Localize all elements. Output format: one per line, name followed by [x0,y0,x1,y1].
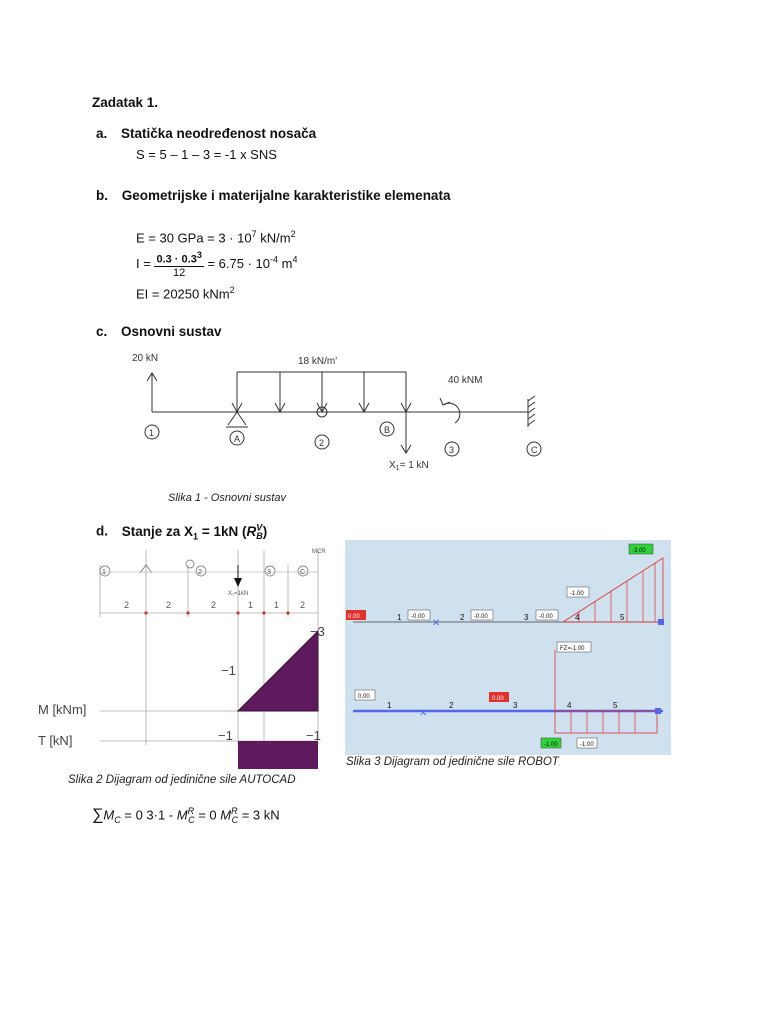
m-min-label: −3 [310,624,325,639]
robot-tag-3-text: -0.00 [539,614,553,620]
robot-btag-3-text: -1.00 [544,742,558,748]
figure-2-caption: Slika 2 Dijagram od jedinične sile AUTOCAD [68,774,296,786]
section-b-title: Geometrijske i materijalne karakteristike elemenata [121,188,451,203]
dim-1: 2 [124,600,130,610]
robot-btag-0-text: 0.00 [358,694,370,700]
fig2-x1-label: X₁=1kN [228,591,249,597]
mcr-label: MCR [312,549,326,555]
section-a-title: Statička neodređenost nosača [121,126,317,141]
task-title: Zadatak 1. [92,95,159,110]
eq-part-2: = 0 [194,807,221,823]
e-text: E = 30 GPa = 3 · 10 [136,230,252,246]
eq-m-2: M [176,807,188,823]
elastic-modulus-line [136,229,296,245]
member-2-bottom: 2 [449,701,454,710]
section-d-heading [96,522,267,541]
fraction-numerator: 0.3 · 0.3 [156,253,197,266]
stiffness-line [136,285,235,301]
node-c: C [531,445,538,455]
eq-sub-c-1: C [114,814,121,825]
member-5: 5 [620,613,625,622]
svg-text:✕: ✕ [432,618,441,629]
section-c-heading [96,324,222,339]
e-unit: kN/m [256,230,291,246]
member-3: 3 [524,613,529,622]
eq-sub-c-2: C [188,814,195,825]
redundancy-equation: S = 5 – 1 – 3 = -1 x SNS [136,147,277,162]
ei-exp: 2 [229,285,235,295]
dim-6: 2 [300,600,306,610]
shear-diagram-fill [238,741,318,769]
section-c-letter: c. [96,324,108,339]
node-1: 1 [149,428,155,438]
m-mid-label: −1 [221,663,236,678]
dim-3: 2 [211,600,217,610]
fig2-node-3: 3 [267,569,271,576]
i-result: = 6.75 · 10 [207,255,270,271]
node-b: B [384,425,391,435]
fig2-node-1: 1 [102,569,106,576]
robot-btag-1-text: 0.00 [492,696,504,702]
fraction-numerator-exp: 3 [196,250,202,260]
x1-label: $X_1= 1$ kN [389,460,429,472]
section-d-title: Stanje za $X_1 = 1kN$ $(R^V_B)$ [121,522,268,542]
svg-text:✕: ✕ [419,708,428,719]
eq-sub-c-3: C [231,814,239,825]
member-3-bottom: 3 [513,701,518,710]
point-load-label: 20 kN [132,353,159,364]
t-left-label: −1 [218,728,233,743]
eq-part-3: = 3 kN [238,807,280,823]
dim-5: 1 [274,600,280,610]
member-1: 1 [397,613,402,622]
member-5-bottom: 5 [613,701,618,710]
i-exp: -4 [269,254,278,265]
robot-tag-0-text: 0.00 [348,614,360,620]
inertia-line [136,250,297,279]
section-a-heading [96,126,316,141]
figure-3-robot-diagram [345,540,671,755]
moment-arc [443,403,460,423]
section-c-title: Osnovni sustav [121,324,222,339]
node-3: 3 [449,445,455,455]
eq-m-1: M [103,807,115,823]
member-2: 2 [460,613,465,622]
robot-btag-4-text: -1.00 [580,742,594,748]
fig2-node-c: C [300,569,306,576]
robot-tag-4-text: -1.00 [570,591,584,597]
robot-tag-2-text: -0.00 [474,614,488,620]
inertia-fraction [154,250,203,279]
member-4: 4 [575,613,580,622]
moment-label: 40 kNM [448,375,483,386]
figure-1-basic-system [110,345,560,475]
distributed-load-label: 18 kN/m' [298,356,338,367]
member-4-bottom: 4 [567,701,572,710]
sum-symbol: ∑ [92,806,104,824]
section-a-letter: a. [96,126,108,141]
i-unit-exp: 4 [292,254,298,265]
fig2-node-2: 2 [198,569,202,576]
e-unit-exp: 2 [290,229,296,239]
fraction-denominator: 12 [173,266,186,279]
m-axis-label: M [kNm] [38,702,87,717]
section-d-letter: d. [96,523,108,539]
eq-sup-r-1: R [187,806,195,816]
figure-2-autocad-diagram [38,545,338,770]
robot-tag-1-text: -0.00 [411,614,425,620]
eq-sup-r-2: R [231,806,238,816]
moment-equilibrium-equation [92,806,280,825]
robot-tag-5-text: -3.00 [632,548,646,554]
robot-background [345,540,671,755]
i-unit: m [278,255,293,271]
node-a: A [234,434,241,444]
figure-1-caption: Slika 1 - Osnovni sustav [168,492,286,504]
support-a-pin [228,412,246,425]
section-b-letter: b. [96,188,108,203]
node-2: 2 [319,438,325,448]
i-text: I = [136,255,151,271]
t-right-label: −1 [306,728,321,743]
member-1-bottom: 1 [387,701,392,710]
eq-m-3: M [220,807,232,823]
dim-2: 2 [166,600,172,610]
ei-text: EI = 20250 kNm [136,286,230,302]
section-b-heading [96,188,450,203]
dim-4: 1 [248,600,254,610]
robot-btag-2-text: FZ=-1.00 [560,646,585,652]
figure-3-caption: Slika 3 Dijagram od jedinične sile ROBOT [346,756,559,768]
eq-part-1: = 0 3·1 - [120,807,177,823]
t-axis-label: T [kN] [38,733,73,748]
e-exp: 7 [251,229,257,239]
